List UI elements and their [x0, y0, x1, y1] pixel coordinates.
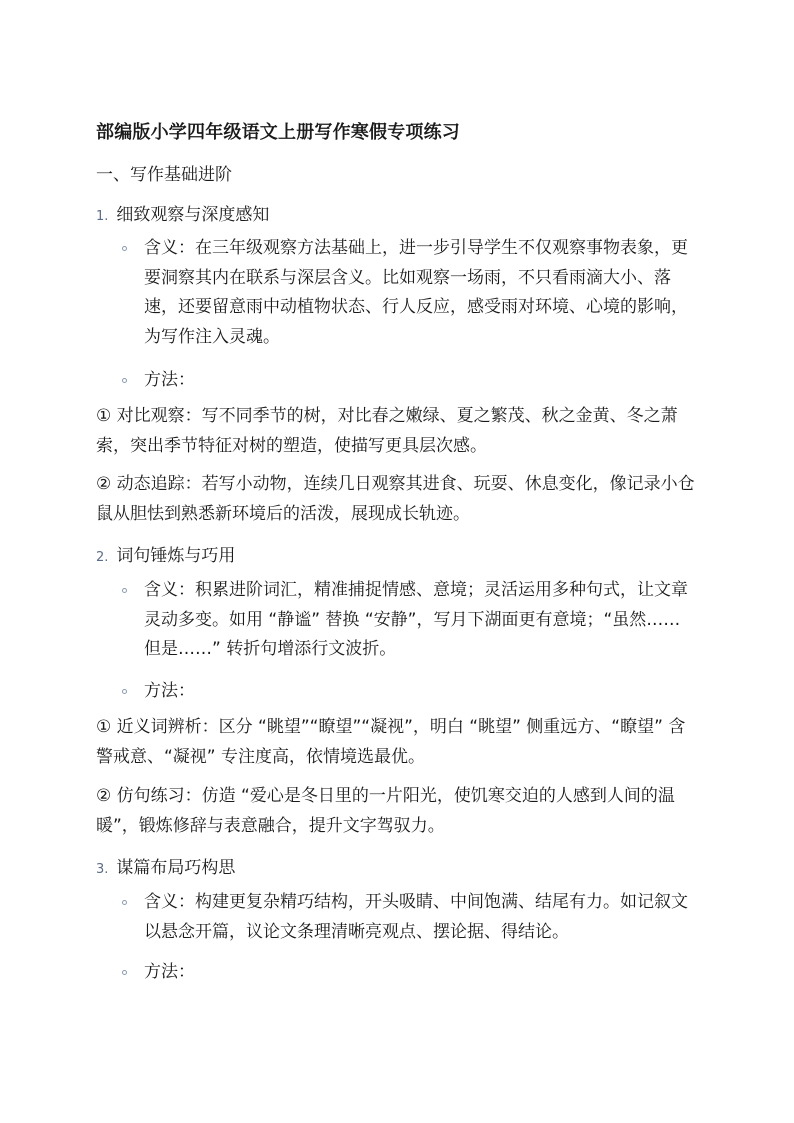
- circle-bullet-icon: [122, 970, 127, 975]
- method-label: 方法：: [144, 962, 195, 982]
- method-label: 方法：: [144, 681, 195, 701]
- circle-bullet-icon: [122, 689, 127, 694]
- numbered-heading-2: [96, 541, 235, 566]
- numbered-heading-1: [96, 200, 269, 225]
- numbered-heading-3: [96, 853, 235, 878]
- method-paragraph: ① 对比观察：写不同季节的树，对比春之嫩绿、夏之繁茂、秋之金黄、冬之萧索，突出季节特征对树的塑造，使描写更具层次感。: [96, 406, 678, 456]
- meaning-bullet-2: [122, 576, 702, 665]
- method-bullet-2: [122, 677, 702, 707]
- meaning-text: 含义：在三年级观察方法基础上，进一步引导学生不仅观察事物表象，更要洞察其内在联系与深层含义。比如观察一场雨，不只看雨滴大小、落速，还要留意雨中动植物状态、行人反应，感受雨对环境、心境的影响，为写作注入灵魂。: [144, 238, 688, 347]
- meaning-bullet-1: [122, 234, 702, 352]
- circle-bullet-icon: [122, 246, 127, 251]
- method-bullet-1: [122, 366, 702, 396]
- meaning-bullet-3: [122, 888, 702, 947]
- method-paragraph: ② 动态追踪：若写小动物，连续几日观察其进食、玩耍、休息变化，像记录小仓鼠从胆怯到熟悉新环境后的活泼，展现成长轨迹。: [96, 474, 695, 524]
- item-heading: 词句锤炼与巧用: [116, 546, 236, 566]
- circle-bullet-icon: [122, 588, 127, 593]
- method-label: 方法：: [144, 370, 195, 390]
- document-title: 部编版小学四年级语文上册写作寒假专项练习: [96, 122, 460, 143]
- item-heading: 细致观察与深度感知: [116, 205, 270, 225]
- circle-bullet-icon: [122, 900, 127, 905]
- method-bullet-3: [122, 958, 702, 988]
- circle-bullet-icon: [122, 378, 127, 383]
- item-number: 3.: [96, 862, 109, 877]
- item-heading: 谋篇布局巧构思: [116, 858, 236, 878]
- item-number: 2.: [96, 550, 109, 565]
- section-heading: 一、写作基础进阶: [96, 165, 232, 185]
- method-paragraph: ② 仿句练习：仿造 “爱心是冬日里的一片阳光，使饥寒交迫的人感到人间的温暖”，锻炼修辞与表意融合，提升文字驾驭力。: [96, 786, 675, 836]
- method-paragraph: ① 近义词辨析：区分 “眺望”“瞭望”“凝视”，明白 “眺望” 侧重远方、“瞭望” 含警戒意、“凝视” 专注度高，依情境选最优。: [96, 717, 686, 767]
- item-number: 1.: [96, 209, 109, 224]
- meaning-text: 含义：构建更复杂精巧结构，开头吸睛、中间饱满、结尾有力。如记叙文以悬念开篇，议论文条理清晰亮观点、摆论据、得结论。: [144, 892, 688, 942]
- meaning-text: 含义：积累进阶词汇，精准捕捉情感、意境；灵活运用多种句式，让文章灵动多变。如用 “静谧” 替换 “安静”，写月下湖面更有意境；“虽然…… 但是……” 转折句增添行文波折。: [144, 580, 688, 659]
